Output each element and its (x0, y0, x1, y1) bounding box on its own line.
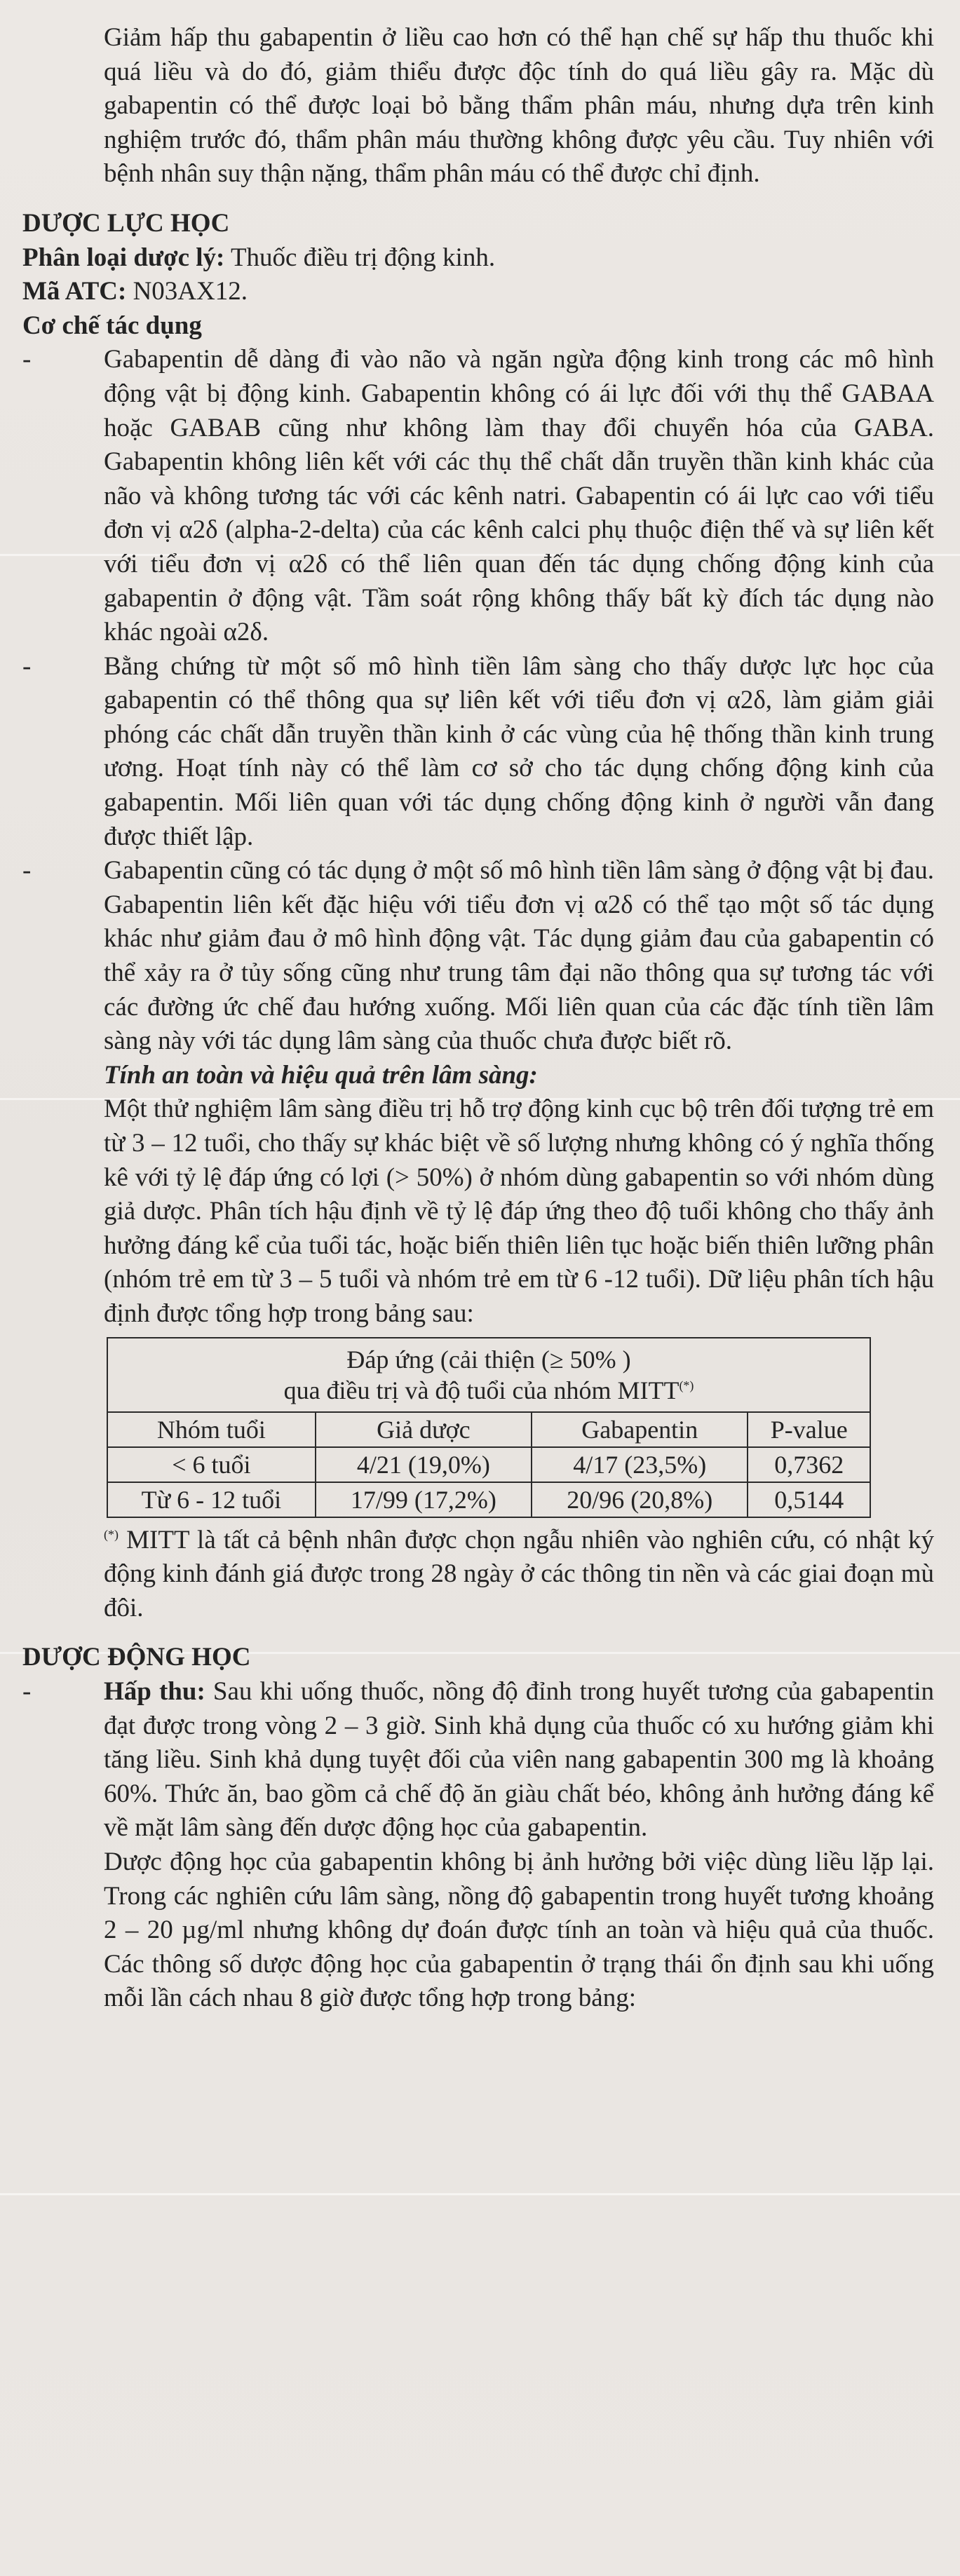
bullet-dash: - (22, 651, 32, 681)
absorption-label: Hấp thu: (104, 1676, 205, 1706)
footnote-mark: (*) (104, 1527, 119, 1542)
absorption-item (22, 1675, 934, 1845)
table-cell: 0,5144 (748, 1482, 870, 1517)
atc-value: N03AX12. (126, 277, 248, 306)
table-row (107, 1447, 870, 1482)
mechanism-text: Gabapentin cũng có tác dụng ở một số mô hình tiền lâm sàng ở động vật bị đau. Gabapentin liên kết đặc hiệu với tiểu đơn vị α2δ có thể tạo một số tác dụng khác như giảm đau ở mô hình động vật. Tác dụng giảm đau của gabapentin có thể xảy ra ở tủy sống cũng như trung tâm đại não thông qua sự tương tác với các đường ức chế đau hướng xuống. Mối liên quan của các đặc tính tiền lâm sàng này với tác dụng lâm sàng của thuốc chưa được biết rõ. (104, 856, 934, 1056)
mechanism-item (22, 650, 934, 855)
table-caption (107, 1338, 870, 1412)
mechanism-text: Gabapentin dễ dàng đi vào não và ngăn ngừa động kinh trong các mô hình động vật bị động kinh. Gabapentin không có ái lực đối với thụ thể GABAA hoặc GABAB cũng như không làm thay đổi chuyển hóa của GABA. Gabapentin không liên kết với các thụ thể chất dẫn truyền thần kinh khác của não và không tương tác với các kênh natri. Gabapentin có ái lực cao với tiểu đơn vị α2δ (alpha-2-delta) của các kênh calci phụ thuộc điện thế và sự liên kết với tiểu đơn vị α2δ có thể liên quan đến tác dụng chống động kinh của gabapentin ở động vật. Tầm soát rộng không thấy bất kỳ đích tác dụng nào khác ngoài α2δ. (104, 345, 934, 647)
column-header: Giả dược (316, 1412, 532, 1447)
pk-paragraph: Dược động học của gabapentin không bị ảnh hưởng bởi việc dùng liều lặp lại. Trong các nghiên cứu lâm sàng, nồng độ gabapentin trong huyết tương khoảng 2 – 20 µg/ml nhưng không dự đoán được tính an toàn và hiệu quả của thuốc. Các thông số dược động học của gabapentin ở trạng thái ổn định sau khi uống mỗi lần cách nhau 8 giờ được tổng hợp trong bảng: (104, 1847, 934, 2013)
column-header: Gabapentin (532, 1412, 748, 1447)
caption-line-1: Đáp ứng (cải thiện (≥ 50% ) (346, 1345, 631, 1374)
document-body (22, 21, 934, 2016)
absorption-text: Sau khi uống thuốc, nồng độ đỉnh trong huyết tương của gabapentin đạt được trong vòng 2 – 3 giờ. Sinh khả dụng của thuốc có xu hướng giảm khi tăng liều. Sinh khả dụng tuyệt đối của viên nang gabapentin 300 mg là khoảng 60%. Thức ăn, bao gồm cả chế độ ăn giàu chất béo, không ảnh hưởng đáng kể về mặt lâm sàng đến dược động học của gabapentin. (104, 1676, 935, 1843)
atc-label: Mã ATC: (22, 277, 127, 306)
column-header: Nhóm tuổi (107, 1412, 316, 1447)
response-table (107, 1337, 871, 1518)
mechanism-heading: Cơ chế tác dụng (22, 311, 202, 340)
fold-line (0, 2193, 960, 2195)
column-header: P-value (748, 1412, 870, 1447)
table-cell: < 6 tuổi (107, 1447, 316, 1482)
table-cell: 4/21 (19,0%) (316, 1447, 532, 1482)
table-cell: Từ 6 - 12 tuổi (107, 1482, 316, 1517)
caption-footnote-mark: (*) (679, 1378, 694, 1392)
class-value: Thuốc điều trị động kinh. (224, 243, 496, 272)
table-footnote (104, 1524, 934, 1626)
mechanism-text: Bằng chứng từ một số mô hình tiền lâm sàng cho thấy dược lực học của gabapentin có thể thông qua sự liên kết với tiểu đơn vị α2δ, làm giảm giải phóng các chất dẫn truyền thần kinh ở các vùng của hệ thống thần kinh trung ương. Hoạt tính này có thể làm cơ sở cho tác dụng chống động kinh của gabapentin. Mối liên quan với tác dụng chống động kinh ở người vẫn đang được thiết lập. (104, 651, 934, 851)
safety-paragraph: Một thử nghiệm lâm sàng điều trị hỗ trợ động kinh cục bộ trên đối tượng trẻ em từ 3 – 12 tuổi, cho thấy sự khác biệt về số lượng nhưng không có ý nghĩa thống kê với tỷ lệ đáp ứng có lợi (> 50%) ở nhóm dùng gabapentin so với nhóm dùng giả dược. Phân tích hậu định về tỷ lệ đáp ứng theo độ tuổi không cho thấy ảnh hưởng đáng kể của tuổi tác, hoặc biến thiên liên tục hoặc biến thiên lưỡng phân (nhóm trẻ em từ 3 – 5 tuổi và nhóm trẻ em từ 6 -12 tuổi). Dữ liệu phân tích hậu định được tổng hợp trong bảng sau: (104, 1094, 934, 1328)
table-header-row (107, 1412, 870, 1447)
table-cell: 0,7362 (748, 1447, 870, 1482)
bullet-dash: - (22, 856, 32, 886)
footnote-text: MITT là tất cả bệnh nhân được chọn ngẫu nhiên vào nghiên cứu, có nhật ký động kinh đánh giá được trong 28 ngày ở các thông tin nền và các giai đoạn mù đôi. (104, 1525, 934, 1622)
overdose-paragraph: Giảm hấp thu gabapentin ở liều cao hơn có thể hạn chế sự hấp thu thuốc khi quá liều và do đó, giảm thiểu được độc tính do quá liều gây ra. Mặc dù gabapentin có thể được loại bỏ bằng thẩm phân máu, nhưng dựa trên kinh nghiệm trước đó, thẩm phân máu thường không được yêu cầu. Tuy nhiên với bệnh nhân suy thận nặng, thẩm phân máu có thể được chỉ định. (104, 23, 934, 189)
table-cell: 4/17 (23,5%) (532, 1447, 748, 1482)
mechanism-item (22, 343, 934, 649)
table-row (107, 1482, 870, 1517)
mechanism-item (22, 854, 934, 1059)
pharmacologic-class (22, 241, 934, 276)
pharmacokinetics-heading: DƯỢC ĐỘNG HỌC (22, 1643, 251, 1672)
caption-line-2: qua điều trị và độ tuổi của nhóm MITT(*) (283, 1376, 694, 1404)
bullet-dash: - (22, 1676, 32, 1706)
table-cell: 20/96 (20,8%) (532, 1482, 748, 1517)
table-cell: 17/99 (17,2%) (316, 1482, 532, 1517)
bullet-dash: - (22, 345, 32, 374)
class-label: Phân loại dược lý: (22, 243, 225, 272)
safety-heading: Tính an toàn và hiệu quả trên lâm sàng: (104, 1060, 538, 1090)
atc-code (22, 275, 934, 309)
pharmacodynamics-heading: DƯỢC LỰC HỌC (22, 208, 230, 238)
